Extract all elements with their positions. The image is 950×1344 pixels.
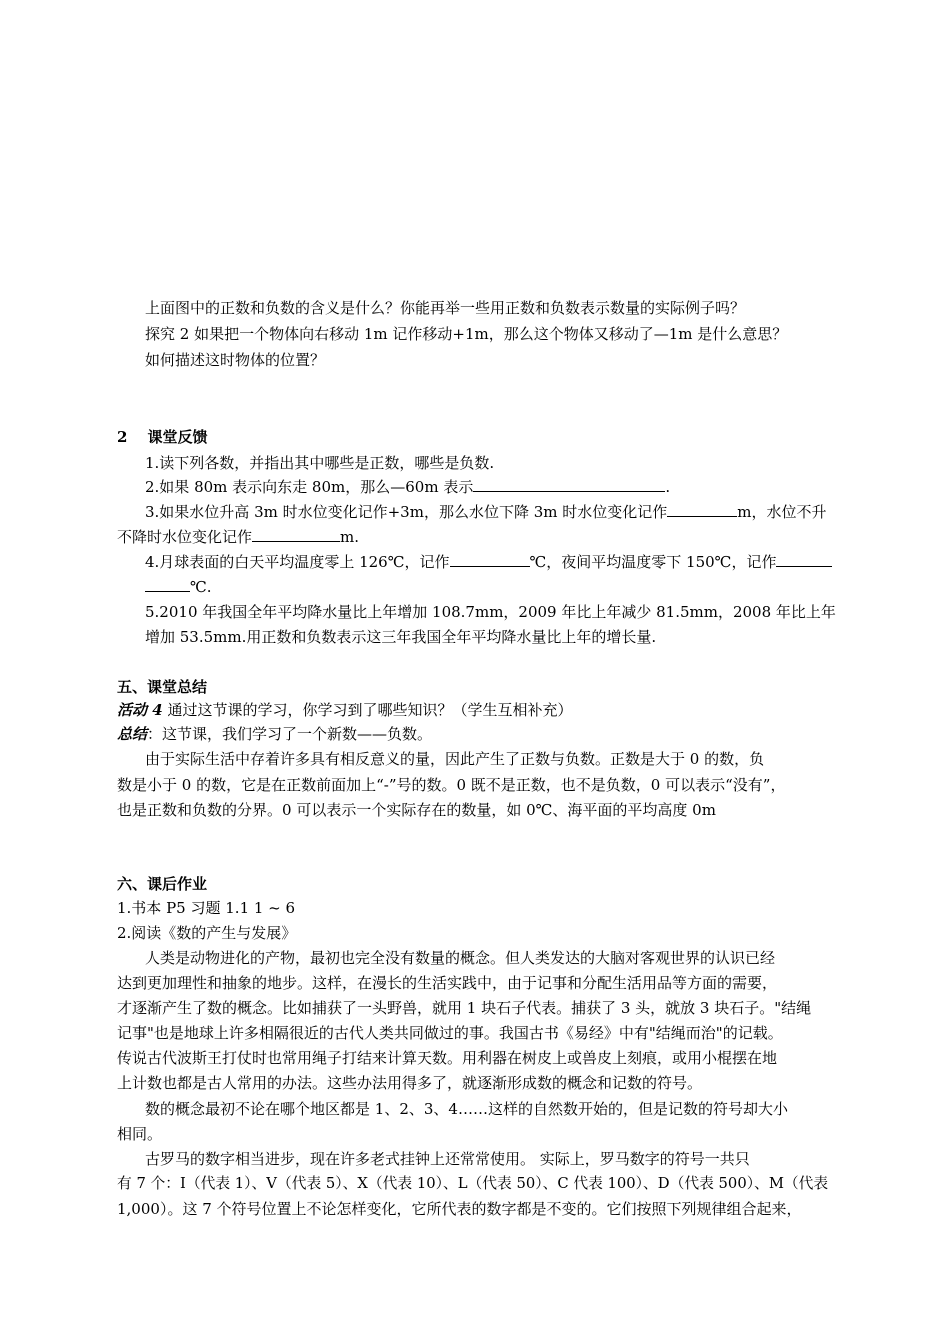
feedback-q5-cont: 增加 53.5mm.用正数和负数表示这三年我国全年平均降水量比上年的增长量. [145, 628, 657, 646]
feedback-q4-end: ℃. [190, 578, 212, 596]
answer-blank[interactable] [776, 552, 832, 567]
answer-blank[interactable] [473, 477, 665, 492]
feedback-q3-text: 3.如果水位升高 3m 时水位变化记作+3m，那么水位下降 3m 时水位变化记作 [145, 503, 668, 521]
answer-blank[interactable] [450, 552, 530, 567]
explore-2-line-cont: 如何描述这时物体的位置？ [145, 351, 326, 369]
reading-paragraph-3-cont: 1,000）。这 7 个符号位置上不论怎样变化，它所代表的数字都是不变的。它们按照下列规律组合起来， [117, 1200, 802, 1218]
answer-blank[interactable] [145, 577, 190, 592]
feedback-q4-text: 4.月球表面的白天平均温度零上 126℃，记作 [145, 553, 450, 571]
reading-paragraph-2-cont: 相同。 [117, 1125, 163, 1143]
summary-line [117, 724, 432, 744]
summary-paragraph-cont: 数是小于 0 的数，它是在正数前面加上“-”号的数。0 既不是正数，也不是负数，0 可以表示“没有”， [117, 776, 786, 794]
reading-paragraph-cont: 达到更加理性和抽象的地步。这样，在漫长的生活实践中，由于记事和分配生活用品等方面的需要， [117, 974, 778, 992]
feedback-title: 课堂反馈 [147, 428, 208, 446]
homework-heading: 六、课后作业 [117, 875, 208, 893]
activity-text: 通过这节课的学习，你学习到了哪些知识？（学生互相补充） [162, 701, 573, 719]
feedback-q2 [145, 477, 670, 497]
activity-label: 活动 4 [117, 701, 163, 719]
homework-item-1: 1.书本 P5 习题 1.1 1 ~ 6 [117, 899, 296, 917]
feedback-heading [117, 427, 207, 447]
feedback-q2-end: . [665, 478, 671, 496]
answer-blank[interactable] [252, 527, 340, 542]
reading-paragraph-cont: 传说古代波斯王打仗时也常用绳子打结来计算天数。用利器在树皮上或兽皮上刻痕，或用小棍摆在地 [117, 1049, 778, 1067]
feedback-q4-cont [145, 577, 212, 597]
reading-paragraph-2: 数的概念最初不论在哪个地区都是 1、2、3、4……这样的自然数开始的，但是记数的符号却大小 [145, 1100, 788, 1118]
reading-paragraph-cont: 才逐渐产生了数的概念。比如捕获了一头野兽，就用 1 块石子代表。捕获了 3 头，就放 3 块石子。"结绳 [117, 999, 812, 1017]
feedback-q4-text-2: ℃，夜间平均温度零下 150℃，记作 [529, 553, 777, 571]
feedback-q1: 1.读下列各数，并指出其中哪些是正数，哪些是负数. [145, 454, 495, 472]
feedback-q4 [145, 552, 832, 572]
feedback-q3 [145, 502, 827, 522]
summary-label: 总结 [117, 725, 148, 743]
feedback-number: 2 [117, 428, 128, 446]
summary-heading: 五、课堂总结 [117, 678, 208, 696]
feedback-q2-text: 2.如果 80m 表示向东走 80m，那么—60m 表示 [145, 478, 474, 496]
summary-paragraph: 由于实际生活中存着许多具有相反意义的量，因此产生了正数与负数。正数是大于 0 的数，负 [145, 750, 765, 768]
reading-paragraph: 人类是动物进化的产物，最初也完全没有数量的概念。但人类发达的大脑对客观世界的认识已经 [145, 949, 776, 967]
reading-paragraph-cont: 上计数也都是古人常用的办法。这些办法用得多了，就逐渐形成数的概念和记数的符号。 [117, 1074, 703, 1092]
summary-paragraph-cont: 也是正数和负数的分界。0 可以表示一个实际存在的数量，如 0℃、海平面的平均高度 0m [117, 801, 716, 819]
homework-item-2: 2.阅读《数的产生与发展》 [117, 924, 297, 942]
reading-paragraph-cont: 记事"也是地球上许多相隔很近的古代人类共同做过的事。我国古书《易经》中有"结绳而治"的记载。 [117, 1024, 783, 1042]
explore-question-line: 上面图中的正数和负数的含义是什么？你能再举一些用正数和负数表示数量的实际例子吗？ [145, 299, 746, 317]
answer-blank[interactable] [667, 502, 737, 517]
feedback-q3-cont [117, 527, 359, 547]
reading-paragraph-3-cont: 有 7 个：I（代表 1）、V（代表 5）、X（代表 10）、L（代表 50）、C 代表 100）、D（代表 500）、M（代表 [117, 1175, 829, 1192]
feedback-q3-text-3: 不降时水位变化记作 [117, 528, 253, 546]
activity-4-line [117, 700, 572, 720]
feedback-q3-text-2: m，水位不升 [737, 503, 827, 521]
summary-text: ：这节课，我们学习了一个新数——负数。 [147, 725, 433, 743]
reading-paragraph-3: 古罗马的数字相当进步，现在许多老式挂钟上还常常使用。 实际上，罗马数字的符号一共只 [145, 1150, 750, 1168]
feedback-q5: 5.2010 年我国全年平均降水量比上年增加 108.7mm，2009 年比上年减少 81.5mm，2008 年比上年 [145, 603, 836, 621]
feedback-q3-end: m. [340, 528, 360, 546]
explore-2-line: 探究 2 如果把一个物体向右移动 1m 记作移动+1m，那么这个物体又移动了—1m 是什么意思？ [145, 325, 788, 343]
